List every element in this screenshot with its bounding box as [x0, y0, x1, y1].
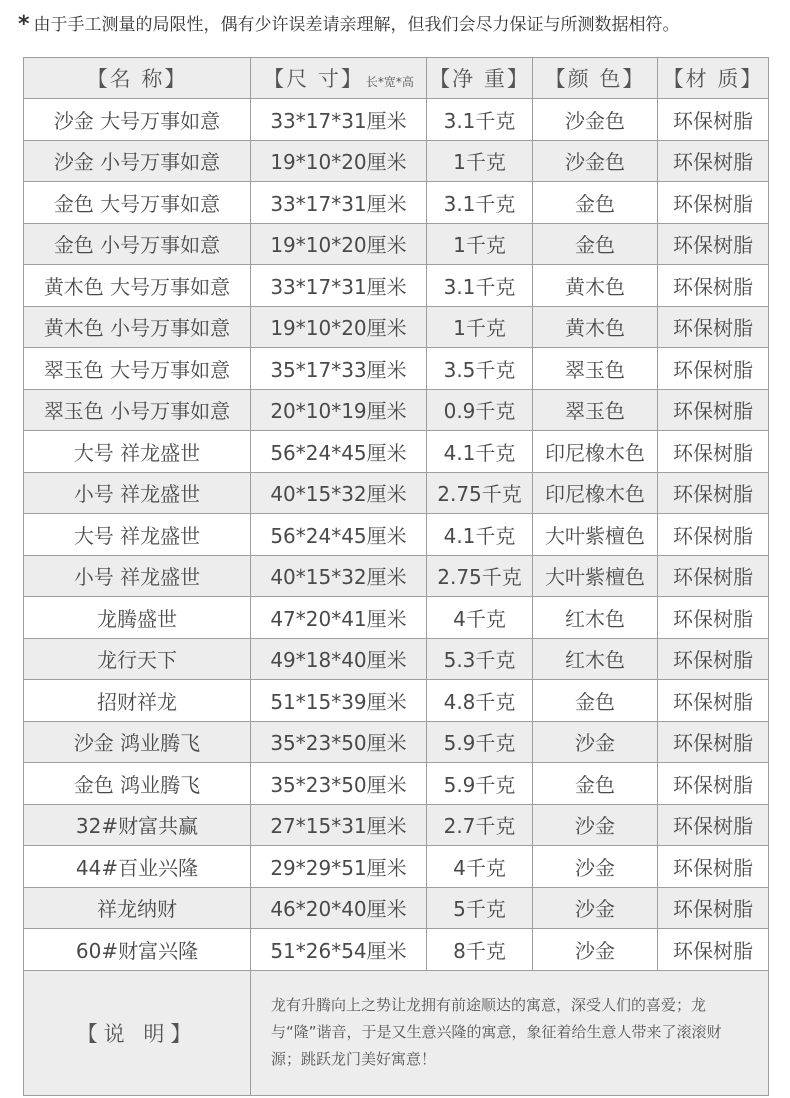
measurement-notice [18, 10, 680, 40]
product-size-cell: 51*15*39厘米 [251, 680, 427, 722]
product-weight-cell: 3.1千克 [427, 265, 533, 307]
product-color-cell: 金色 [533, 223, 658, 265]
product-weight-cell: 5.9千克 [427, 763, 533, 805]
product-material-cell: 环保树脂 [658, 265, 769, 307]
table-row [24, 514, 769, 556]
product-spec-table [23, 57, 769, 1096]
description-label: 【说 明】 [24, 970, 251, 1095]
product-color-cell: 沙金 [533, 804, 658, 846]
table-row [24, 140, 769, 182]
product-size-cell: 19*10*20厘米 [251, 223, 427, 265]
header-size-sub: 长*宽*高 [365, 75, 414, 89]
product-weight-cell: 8千克 [427, 929, 533, 971]
product-color-cell: 印尼橡木色 [533, 472, 658, 514]
asterisk-icon: * [18, 12, 30, 37]
product-size-cell: 20*10*19厘米 [251, 389, 427, 431]
product-material-cell: 环保树脂 [658, 555, 769, 597]
product-color-cell: 沙金 [533, 929, 658, 971]
table-row [24, 680, 769, 722]
product-color-cell: 红木色 [533, 597, 658, 639]
product-weight-cell: 2.75千克 [427, 472, 533, 514]
product-name-cell: 大号 祥龙盛世 [24, 514, 251, 556]
header-material: 【材 质】 [658, 58, 769, 99]
header-size-label: 【尺 寸】 [263, 67, 364, 91]
product-weight-cell: 4千克 [427, 597, 533, 639]
notice-text: 由于手工测量的局限性，偶有少许误差请亲理解，但我们会尽力保证与所测数据相符。 [33, 15, 680, 35]
product-name-cell: 小号 祥龙盛世 [24, 555, 251, 597]
product-material-cell: 环保树脂 [658, 721, 769, 763]
product-color-cell: 金色 [533, 182, 658, 224]
header-color: 【颜 色】 [533, 58, 658, 99]
table-row [24, 929, 769, 971]
product-size-cell: 29*29*51厘米 [251, 846, 427, 888]
product-name-cell: 黄木色 大号万事如意 [24, 265, 251, 307]
table-row [24, 348, 769, 390]
product-name-cell: 金色 鸿业腾飞 [24, 763, 251, 805]
header-weight: 【净 重】 [427, 58, 533, 99]
table-row [24, 265, 769, 307]
product-material-cell: 环保树脂 [658, 182, 769, 224]
product-material-cell: 环保树脂 [658, 763, 769, 805]
header-name: 【名 称】 [24, 58, 251, 99]
table-row [24, 846, 769, 888]
product-material-cell: 环保树脂 [658, 514, 769, 556]
table-row [24, 597, 769, 639]
product-name-cell: 招财祥龙 [24, 680, 251, 722]
header-size [251, 58, 427, 99]
product-material-cell: 环保树脂 [658, 348, 769, 390]
product-color-cell: 大叶紫檀色 [533, 555, 658, 597]
product-name-cell: 祥龙纳财 [24, 887, 251, 929]
product-weight-cell: 4.8千克 [427, 680, 533, 722]
product-weight-cell: 0.9千克 [427, 389, 533, 431]
product-name-cell: 小号 祥龙盛世 [24, 472, 251, 514]
product-size-cell: 46*20*40厘米 [251, 887, 427, 929]
product-color-cell: 沙金色 [533, 99, 658, 141]
product-weight-cell: 4.1千克 [427, 514, 533, 556]
table-row [24, 804, 769, 846]
product-size-cell: 49*18*40厘米 [251, 638, 427, 680]
product-material-cell: 环保树脂 [658, 887, 769, 929]
product-name-cell: 龙腾盛世 [24, 597, 251, 639]
product-weight-cell: 5.3千克 [427, 638, 533, 680]
product-weight-cell: 3.5千克 [427, 348, 533, 390]
product-name-cell: 翠玉色 大号万事如意 [24, 348, 251, 390]
product-name-cell: 沙金 鸿业腾飞 [24, 721, 251, 763]
product-material-cell: 环保树脂 [658, 306, 769, 348]
product-size-cell: 35*17*33厘米 [251, 348, 427, 390]
product-weight-cell: 2.75千克 [427, 555, 533, 597]
description-text: 龙有升腾向上之势让龙拥有前途顺达的寓意，深受人们的喜爱；龙与“隆”谐音，于是又生意兴隆的寓意，象征着给生意人带来了滚滚财源；跳跃龙门美好寓意！ [251, 970, 769, 1095]
table-row [24, 306, 769, 348]
product-size-cell: 35*23*50厘米 [251, 763, 427, 805]
product-material-cell: 环保树脂 [658, 99, 769, 141]
product-size-cell: 35*23*50厘米 [251, 721, 427, 763]
product-size-cell: 40*15*32厘米 [251, 472, 427, 514]
table-row [24, 99, 769, 141]
product-material-cell: 环保树脂 [658, 140, 769, 182]
table-row [24, 887, 769, 929]
product-size-cell: 56*24*45厘米 [251, 431, 427, 473]
product-size-cell: 33*17*31厘米 [251, 182, 427, 224]
product-name-cell: 沙金 大号万事如意 [24, 99, 251, 141]
product-name-cell: 翠玉色 小号万事如意 [24, 389, 251, 431]
product-name-cell: 大号 祥龙盛世 [24, 431, 251, 473]
product-weight-cell: 2.7千克 [427, 804, 533, 846]
product-name-cell: 金色 大号万事如意 [24, 182, 251, 224]
product-weight-cell: 1千克 [427, 306, 533, 348]
table-row [24, 431, 769, 473]
product-material-cell: 环保树脂 [658, 638, 769, 680]
product-color-cell: 翠玉色 [533, 389, 658, 431]
product-material-cell: 环保树脂 [658, 846, 769, 888]
product-weight-cell: 3.1千克 [427, 182, 533, 224]
product-size-cell: 40*15*32厘米 [251, 555, 427, 597]
product-weight-cell: 1千克 [427, 223, 533, 265]
product-size-cell: 27*15*31厘米 [251, 804, 427, 846]
product-size-cell: 51*26*54厘米 [251, 929, 427, 971]
product-color-cell: 沙金 [533, 721, 658, 763]
product-name-cell: 60#财富兴隆 [24, 929, 251, 971]
table-header-row [24, 58, 769, 99]
product-material-cell: 环保树脂 [658, 431, 769, 473]
product-name-cell: 龙行天下 [24, 638, 251, 680]
product-color-cell: 沙金 [533, 846, 658, 888]
product-material-cell: 环保树脂 [658, 929, 769, 971]
product-color-cell: 沙金 [533, 887, 658, 929]
product-color-cell: 黄木色 [533, 265, 658, 307]
product-color-cell: 沙金色 [533, 140, 658, 182]
product-name-cell: 金色 小号万事如意 [24, 223, 251, 265]
product-weight-cell: 1千克 [427, 140, 533, 182]
product-material-cell: 环保树脂 [658, 223, 769, 265]
product-color-cell: 印尼橡木色 [533, 431, 658, 473]
product-material-cell: 环保树脂 [658, 472, 769, 514]
product-color-cell: 金色 [533, 680, 658, 722]
product-material-cell: 环保树脂 [658, 804, 769, 846]
product-material-cell: 环保树脂 [658, 389, 769, 431]
product-weight-cell: 5千克 [427, 887, 533, 929]
table-row [24, 182, 769, 224]
product-name-cell: 44#百业兴隆 [24, 846, 251, 888]
product-color-cell: 黄木色 [533, 306, 658, 348]
product-color-cell: 大叶紫檀色 [533, 514, 658, 556]
table-row [24, 721, 769, 763]
table-row [24, 472, 769, 514]
product-size-cell: 33*17*31厘米 [251, 99, 427, 141]
table-body [24, 99, 769, 1096]
product-weight-cell: 4千克 [427, 846, 533, 888]
product-size-cell: 19*10*20厘米 [251, 306, 427, 348]
product-size-cell: 33*17*31厘米 [251, 265, 427, 307]
table-row [24, 389, 769, 431]
table-row [24, 763, 769, 805]
product-name-cell: 黄木色 小号万事如意 [24, 306, 251, 348]
product-size-cell: 56*24*45厘米 [251, 514, 427, 556]
product-size-cell: 47*20*41厘米 [251, 597, 427, 639]
product-weight-cell: 5.9千克 [427, 721, 533, 763]
table-row [24, 223, 769, 265]
product-size-cell: 19*10*20厘米 [251, 140, 427, 182]
product-material-cell: 环保树脂 [658, 680, 769, 722]
product-name-cell: 32#财富共赢 [24, 804, 251, 846]
product-color-cell: 翠玉色 [533, 348, 658, 390]
description-row [24, 970, 769, 1095]
product-weight-cell: 3.1千克 [427, 99, 533, 141]
product-weight-cell: 4.1千克 [427, 431, 533, 473]
product-material-cell: 环保树脂 [658, 597, 769, 639]
product-name-cell: 沙金 小号万事如意 [24, 140, 251, 182]
product-color-cell: 红木色 [533, 638, 658, 680]
table-row [24, 555, 769, 597]
product-color-cell: 金色 [533, 763, 658, 805]
table-row [24, 638, 769, 680]
